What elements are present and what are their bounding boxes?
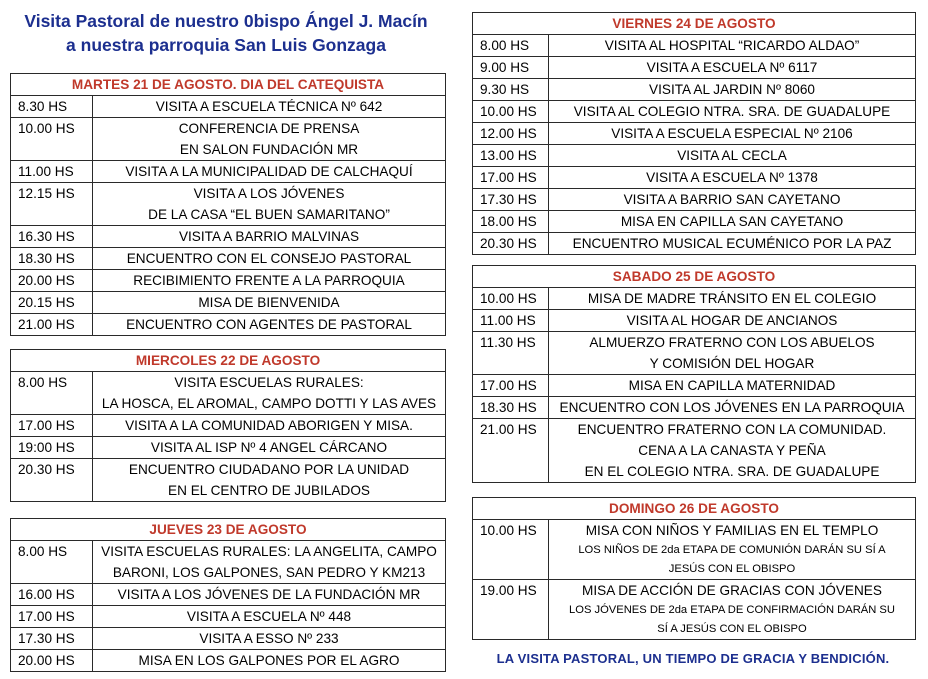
time-cell: 17.30 HS — [473, 189, 549, 211]
schedule-row — [11, 459, 446, 502]
activity-line: VISITA A ESCUELA TÉCNICA Nº 642 — [155, 99, 383, 114]
schedule-row — [473, 57, 916, 79]
day-heading: MARTES 21 DE AGOSTO. DIA DEL CATEQUISTA — [11, 74, 446, 96]
activity-line: VISITA A BARRIO MALVINAS — [178, 229, 360, 244]
time-cell: 8.30 HS — [11, 96, 93, 118]
activity-cell — [93, 606, 446, 628]
activity-cell — [93, 415, 446, 437]
schedule-row — [473, 211, 916, 233]
activity-cell — [93, 541, 446, 584]
activity-cell — [549, 189, 916, 211]
footer-motto: LA VISITA PASTORAL, UN TIEMPO DE GRACIA Y BENDICIÓN. — [496, 651, 890, 666]
activity-line: ALMUERZO FRATERNO CON LOS ABUELOS — [589, 335, 875, 350]
activity-line: ENCUENTRO MUSICAL ECUMÉNICO POR LA PAZ — [572, 236, 892, 251]
activity-line: RECIBIMIENTO FRENTE A LA PARROQUIA — [133, 273, 405, 288]
activity-note: LOS JÓVENES DE 2da ETAPA DE CONFIRMACIÓN DARÁN SU — [569, 604, 895, 616]
day-heading: DOMINGO 26 DE AGOSTO — [473, 498, 916, 520]
activity-cell — [93, 248, 446, 270]
schedule-row — [473, 332, 916, 375]
activity-cell — [93, 459, 446, 502]
time-cell: 9.30 HS — [473, 79, 549, 101]
activity-line: VISITA A ESCUELA ESPECIAL Nº 2106 — [611, 126, 853, 141]
activity-cell — [93, 183, 446, 226]
activity-line: VISITA A ESCUELA Nº 6117 — [646, 60, 818, 75]
time-cell: 10.00 HS — [473, 101, 549, 123]
schedule-row — [11, 161, 446, 183]
time-cell: 21.00 HS — [473, 419, 549, 483]
time-cell: 20.30 HS — [473, 233, 549, 255]
activity-line: ENCUENTRO CIUDADANO POR LA UNIDAD — [128, 462, 410, 477]
schedule-row — [473, 310, 916, 332]
activity-cell — [93, 292, 446, 314]
time-cell: 8.00 HS — [11, 541, 93, 584]
activity-line: VISITA A ESCUELA Nº 1378 — [646, 170, 818, 185]
activity-cell — [549, 233, 916, 255]
activity-cell — [549, 397, 916, 419]
activity-line: ENCUENTRO CON EL CONSEJO PASTORAL — [126, 251, 412, 266]
schedule-row — [473, 145, 916, 167]
activity-line: MISA EN LOS GALPONES POR EL AGRO — [138, 653, 400, 668]
activity-cell — [93, 650, 446, 672]
schedule-row — [11, 118, 446, 161]
page-title-line-2: a nuestra parroquia San Luis Gonzaga — [66, 35, 386, 55]
activity-line: EN SALON FUNDACIÓN MR — [179, 142, 359, 157]
activity-cell — [549, 375, 916, 397]
time-cell: 20.00 HS — [11, 270, 93, 292]
time-cell: 16.00 HS — [11, 584, 93, 606]
activity-line: VISITA AL HOSPITAL “RICARDO ALDAO” — [604, 38, 860, 53]
time-cell: 8.00 HS — [11, 372, 93, 415]
schedule-miercoles — [10, 349, 446, 502]
activity-line: VISITA AL JARDIN Nº 8060 — [649, 82, 815, 97]
activity-line: VISITA A ESCUELA Nº 448 — [186, 609, 352, 624]
schedule-row — [473, 35, 916, 57]
activity-cell — [549, 167, 916, 189]
activity-line: BARONI, LOS GALPONES, SAN PEDRO Y KM213 — [112, 565, 426, 580]
schedule-row — [11, 584, 446, 606]
time-cell: 20.30 HS — [11, 459, 93, 502]
activity-cell — [93, 314, 446, 336]
schedule-row — [473, 375, 916, 397]
activity-cell — [549, 211, 916, 233]
activity-line: DE LA CASA “EL BUEN SAMARITANO” — [148, 207, 390, 222]
time-cell: 12.00 HS — [473, 123, 549, 145]
activity-line: LA HOSCA, EL AROMAL, CAMPO DOTTI Y LAS AVES — [101, 396, 437, 411]
activity-line: Y COMISIÓN DEL HOGAR — [649, 356, 815, 371]
schedule-row — [473, 123, 916, 145]
schedule-row — [473, 101, 916, 123]
schedule-jueves — [10, 518, 446, 672]
activity-line: VISITA A LOS JÓVENES — [193, 186, 345, 201]
activity-cell — [93, 628, 446, 650]
activity-cell — [93, 161, 446, 183]
activity-cell — [549, 310, 916, 332]
day-heading: SABADO 25 DE AGOSTO — [473, 266, 916, 288]
time-cell: 19:00 HS — [11, 437, 93, 459]
time-cell: 17.00 HS — [473, 167, 549, 189]
time-cell: 11.30 HS — [473, 332, 549, 375]
time-cell: 20.00 HS — [11, 650, 93, 672]
activity-line: ENCUENTRO CON LOS JÓVENES EN LA PARROQUIA — [559, 400, 905, 415]
time-cell: 10.00 HS — [473, 288, 549, 310]
activity-line: VISITA AL ISP Nº 4 ANGEL CÁRCANO — [150, 440, 388, 455]
activity-note: JESÚS CON EL OBISPO — [668, 563, 796, 575]
time-cell: 11.00 HS — [473, 310, 549, 332]
activity-line: VISITA ESCUELAS RURALES: — [174, 375, 364, 390]
time-cell: 17.00 HS — [11, 606, 93, 628]
activity-line: EN EL CENTRO DE JUBILADOS — [168, 483, 370, 498]
schedule-row — [473, 189, 916, 211]
schedule-row — [11, 372, 446, 415]
time-cell: 20.15 HS — [11, 292, 93, 314]
day-heading: JUEVES 23 DE AGOSTO — [11, 519, 446, 541]
schedule-row — [11, 183, 446, 226]
activity-line: VISITA A ESSO Nº 233 — [199, 631, 339, 646]
schedule-row — [473, 419, 916, 483]
activity-cell — [549, 123, 916, 145]
activity-cell — [549, 57, 916, 79]
schedule-row — [473, 288, 916, 310]
time-cell: 18.00 HS — [473, 211, 549, 233]
activity-cell — [549, 332, 916, 375]
time-cell: 10.00 HS — [11, 118, 93, 161]
activity-line: ENCUENTRO CON AGENTES DE PASTORAL — [126, 317, 412, 332]
time-cell: 18.30 HS — [473, 397, 549, 419]
time-cell: 17.30 HS — [11, 628, 93, 650]
activity-note: SÍ A JESÚS CON EL OBISPO — [657, 623, 807, 635]
schedule-row — [11, 628, 446, 650]
activity-line: VISITA A LA COMUNIDAD ABORIGEN Y MISA. — [125, 418, 413, 433]
schedule-martes — [10, 73, 446, 336]
activity-cell — [549, 520, 916, 580]
time-cell: 9.00 HS — [473, 57, 549, 79]
time-cell: 17.00 HS — [473, 375, 549, 397]
activity-line: MISA DE MADRE TRÁNSITO EN EL COLEGIO — [587, 291, 877, 306]
activity-line: CENA A LA CANASTA Y PEÑA — [638, 443, 826, 458]
activity-cell — [549, 419, 916, 483]
schedule-row — [11, 292, 446, 314]
activity-line: MISA DE ACCIÓN DE GRACIAS CON JÓVENES — [582, 583, 882, 598]
activity-line: CONFERENCIA DE PRENSA — [178, 121, 360, 136]
schedule-row — [11, 541, 446, 584]
time-cell: 12.15 HS — [11, 183, 93, 226]
activity-cell — [549, 145, 916, 167]
schedule-row — [473, 580, 916, 640]
schedule-viernes — [472, 12, 916, 255]
schedule-row — [473, 167, 916, 189]
activity-cell — [93, 584, 446, 606]
activity-cell — [549, 101, 916, 123]
activity-line: VISITA A LOS JÓVENES DE LA FUNDACIÓN MR — [117, 587, 421, 602]
schedule-row — [11, 226, 446, 248]
activity-line: VISITA AL COLEGIO NTRA. SRA. DE GUADALUPE — [573, 104, 891, 119]
activity-cell — [93, 118, 446, 161]
day-heading: VIERNES 24 DE AGOSTO — [473, 13, 916, 35]
schedule-domingo — [472, 497, 916, 640]
activity-line: VISITA A BARRIO SAN CAYETANO — [623, 192, 841, 207]
schedule-row — [11, 650, 446, 672]
activity-line: MISA CON NIÑOS Y FAMILIAS EN EL TEMPLO — [585, 523, 879, 538]
activity-cell — [93, 372, 446, 415]
activity-cell — [549, 35, 916, 57]
activity-cell — [93, 226, 446, 248]
activity-cell — [549, 79, 916, 101]
activity-note: LOS NIÑOS DE 2da ETAPA DE COMUNIÓN DARÁN SU SÍ A — [578, 544, 886, 556]
activity-line: MISA EN CAPILLA SAN CAYETANO — [620, 214, 844, 229]
schedule-row — [473, 79, 916, 101]
time-cell: 8.00 HS — [473, 35, 549, 57]
time-cell: 13.00 HS — [473, 145, 549, 167]
activity-line: MISA EN CAPILLA MATERNIDAD — [628, 378, 836, 393]
schedule-row — [473, 397, 916, 419]
time-cell: 21.00 HS — [11, 314, 93, 336]
activity-line: VISITA A LA MUNICIPALIDAD DE CALCHAQUÍ — [125, 164, 413, 179]
activity-line: VISITA AL HOGAR DE ANCIANOS — [626, 313, 838, 328]
schedule-row — [473, 233, 916, 255]
time-cell: 16.30 HS — [11, 226, 93, 248]
schedule-row — [11, 248, 446, 270]
time-cell: 19.00 HS — [473, 580, 549, 640]
schedule-row — [11, 96, 446, 118]
activity-line: VISITA AL CECLA — [677, 148, 787, 163]
schedule-row — [11, 606, 446, 628]
day-heading: MIERCOLES 22 DE AGOSTO — [11, 350, 446, 372]
page-title-line-1: Visita Pastoral de nuestro 0bispo Ángel J. Macín — [24, 11, 428, 31]
time-cell: 10.00 HS — [473, 520, 549, 580]
activity-line: MISA DE BIENVENIDA — [198, 295, 340, 310]
schedule-sabado — [472, 265, 916, 483]
schedule-row — [11, 415, 446, 437]
schedule-row — [11, 270, 446, 292]
schedule-row — [473, 520, 916, 580]
activity-cell — [549, 580, 916, 640]
time-cell: 11.00 HS — [11, 161, 93, 183]
activity-line: EN EL COLEGIO NTRA. SRA. DE GUADALUPE — [584, 464, 880, 479]
activity-line: VISITA ESCUELAS RURALES: LA ANGELITA, CAMPO — [101, 544, 437, 559]
activity-cell — [93, 96, 446, 118]
activity-line: ENCUENTRO FRATERNO CON LA COMUNIDAD. — [577, 422, 887, 437]
schedule-row — [11, 437, 446, 459]
activity-cell — [93, 437, 446, 459]
schedule-row — [11, 314, 446, 336]
time-cell: 17.00 HS — [11, 415, 93, 437]
activity-cell — [549, 288, 916, 310]
activity-cell — [93, 270, 446, 292]
time-cell: 18.30 HS — [11, 248, 93, 270]
